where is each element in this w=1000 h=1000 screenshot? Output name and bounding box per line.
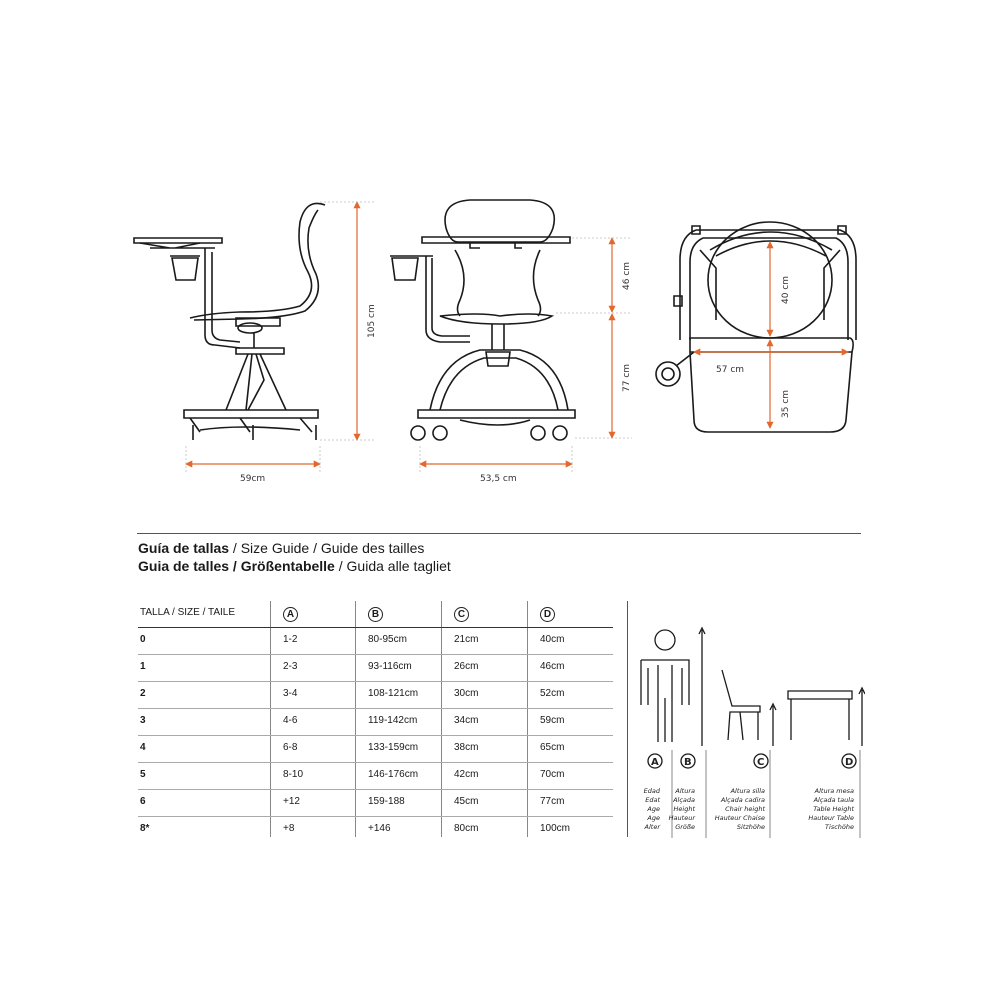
legend-d-line: Table Height	[813, 805, 854, 813]
legend-b-line: Hauteur	[668, 814, 695, 822]
top-back-label: 40 cm	[781, 275, 791, 304]
table-row	[138, 628, 613, 655]
cell-age: +8	[283, 823, 295, 834]
chair-icon	[722, 670, 760, 740]
cell-chair-height: 42cm	[454, 769, 479, 780]
size-table	[138, 605, 613, 843]
title-line-1	[138, 540, 424, 556]
legend-d-line: Altura mesa	[814, 787, 854, 795]
legend-d-line: Tischöhe	[825, 823, 854, 831]
legend-d-line: Hauteur Table	[808, 814, 854, 822]
cell-table-height: 46cm	[540, 661, 565, 672]
table-height-arrow	[859, 688, 865, 746]
cell-size: 4	[140, 742, 146, 753]
cell-size: 1	[140, 661, 146, 672]
header-c	[454, 607, 469, 622]
title-rule	[137, 533, 861, 534]
cell-chair-height: 26cm	[454, 661, 479, 672]
legend-b-line: Alçada	[673, 796, 695, 804]
cell-age: 4-6	[283, 715, 298, 726]
cell-size: 5	[140, 769, 146, 780]
legend-d-line: Alçada taula	[813, 796, 854, 804]
legend-b-line: Altura	[675, 787, 695, 795]
side-depth-label: 59cm	[240, 474, 266, 484]
legend-a-line: Alter	[644, 823, 660, 831]
cell-chair-height: 30cm	[454, 688, 479, 699]
table-row	[138, 736, 613, 763]
cell-chair-height: 45cm	[454, 796, 479, 807]
cell-chair-height: 34cm	[454, 715, 479, 726]
circle-a: A	[283, 607, 298, 622]
circle-c: C	[454, 607, 469, 622]
cell-height: 159-188	[368, 796, 405, 807]
legend-letter-c: C	[757, 757, 765, 768]
cell-table-height: 65cm	[540, 742, 565, 753]
cell-chair-height: 38cm	[454, 742, 479, 753]
front-width-label: 53,5 cm	[480, 474, 517, 484]
table-row	[138, 709, 613, 736]
title-line-2-part-2: / Guida alle tagliet	[334, 558, 451, 574]
cell-table-height: 100cm	[540, 823, 571, 834]
table-row	[138, 763, 613, 790]
table-row	[138, 682, 613, 709]
cell-size: 6	[140, 796, 146, 807]
cell-age: 2-3	[283, 661, 298, 672]
cell-height: 119-142cm	[368, 715, 418, 726]
legend-c-line: Alçada cadira	[720, 796, 765, 804]
title-line-2	[138, 558, 451, 574]
header-b	[368, 607, 383, 622]
size-table-header	[138, 605, 613, 628]
cell-table-height: 40cm	[540, 634, 565, 645]
circle-d: D	[540, 607, 555, 622]
cell-table-height: 52cm	[540, 688, 565, 699]
cell-height: 133-159cm	[368, 742, 419, 753]
title-line-2-main: Guia de talles	[138, 558, 230, 574]
cell-size: 3	[140, 715, 146, 726]
table-icon	[788, 691, 852, 740]
front-lower-label: 77 cm	[622, 363, 632, 392]
cell-chair-height: 80cm	[454, 823, 479, 834]
cell-age: 8-10	[283, 769, 304, 780]
title-line-1-main: Guía de tallas	[138, 540, 230, 556]
cell-table-height: 70cm	[540, 769, 565, 780]
table-row	[138, 817, 613, 843]
cell-chair-height: 21cm	[454, 634, 479, 645]
front-view-dimensions	[420, 238, 632, 474]
person-height-arrow	[699, 628, 705, 746]
table-row	[138, 655, 613, 682]
cell-age: 1-2	[283, 634, 298, 645]
header-size: TALLA / SIZE / TAILE	[140, 607, 236, 618]
cell-age: 6-8	[283, 742, 298, 753]
legend-b-line: Größe	[675, 823, 695, 831]
front-upper-label: 46 cm	[622, 261, 632, 290]
person-icon	[641, 630, 689, 742]
legend-letter-a: A	[651, 757, 659, 768]
cell-table-height: 77cm	[540, 796, 565, 807]
cell-table-height: 59cm	[540, 715, 565, 726]
title-line-1-part-1: / Size Guide	[229, 540, 310, 556]
cell-height: 80-95cm	[368, 634, 407, 645]
side-height-label: 105 cm	[367, 304, 377, 338]
legend-a-line: Edad	[643, 787, 660, 795]
legend-c-line: Altura silla	[730, 787, 765, 795]
legend-c-line: Sitzhöhe	[736, 823, 765, 831]
cell-height: 108-121cm	[368, 688, 419, 699]
legend-c-line: Hauteur Chaise	[714, 814, 765, 822]
chair-height-arrow	[770, 704, 776, 746]
cell-size: 2	[140, 688, 146, 699]
legend-letter-b: B	[684, 757, 692, 768]
header-a	[283, 607, 298, 622]
cell-age: 3-4	[283, 688, 298, 699]
cell-age: +12	[283, 796, 300, 807]
top-view-dimensions	[694, 242, 848, 428]
cell-height: 146-176cm	[368, 769, 419, 780]
top-seat-label: 35 cm	[781, 389, 791, 418]
legend-c-line: Chair height	[725, 805, 765, 813]
legend-a-line: Age	[647, 814, 660, 822]
legend-letter-d: D	[845, 757, 854, 768]
top-view-drawing	[656, 222, 856, 432]
title-line-1-part-2: / Guide des tailles	[309, 540, 425, 556]
legend-a-line: Age	[647, 805, 660, 813]
title-line-2-part-1: / Größentabelle	[229, 558, 335, 574]
cell-height: 93-116cm	[368, 661, 412, 672]
legend-a-line: Edat	[645, 796, 660, 804]
table-row	[138, 790, 613, 817]
top-width-label: 57 cm	[716, 365, 745, 375]
measurement-legend	[625, 600, 865, 840]
legend-b-line: Height	[673, 805, 695, 813]
cell-size: 0	[140, 634, 146, 645]
circle-b: B	[368, 607, 383, 622]
header-d	[540, 607, 555, 622]
cell-size: 8*	[140, 823, 150, 834]
front-view-drawing	[390, 200, 575, 440]
cell-height: +146	[368, 823, 391, 834]
side-view-drawing	[134, 203, 325, 440]
